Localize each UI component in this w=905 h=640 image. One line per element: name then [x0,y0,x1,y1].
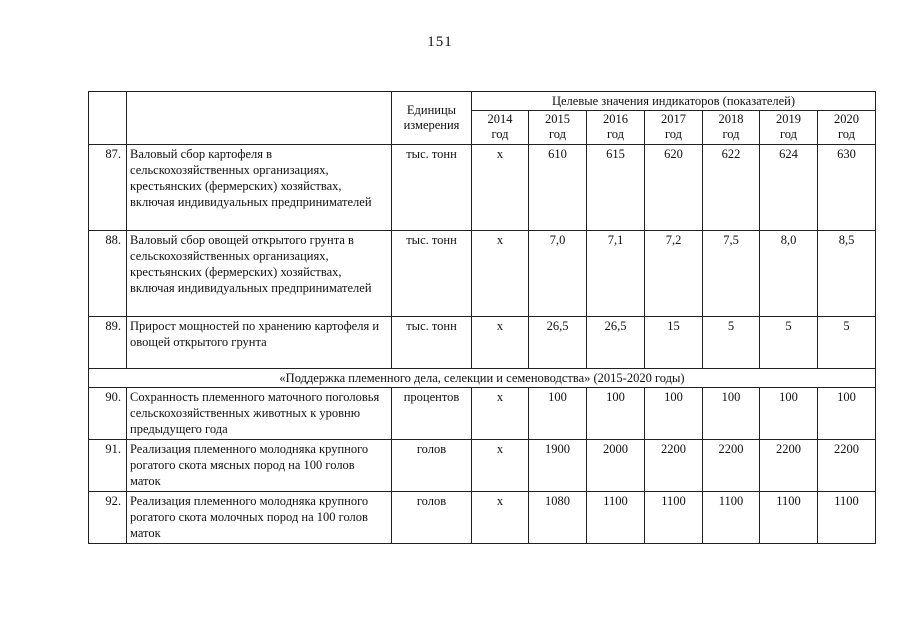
row-number: 92. [89,492,127,544]
indicators-table [88,91,876,544]
value-cell: 5 [818,317,876,369]
value-cell: 100 [587,388,645,440]
value-cell: 2200 [818,440,876,492]
value-cell: 2200 [760,440,818,492]
header-num-cell [89,92,127,145]
value-cell: 622 [703,145,760,231]
value-cell: 1100 [587,492,645,544]
value-cell: 1900 [529,440,587,492]
value-cell: 615 [587,145,645,231]
row-number: 88. [89,231,127,317]
indicator-name: Прирост мощностей по хранению картофеля и овощей открытого грунта [127,317,392,369]
header-year-2015: 2015 год [529,111,587,145]
unit-cell: тыс. тонн [392,145,472,231]
value-cell: 1100 [703,492,760,544]
indicator-name: Валовый сбор овощей открытого грунта в сельскохозяйственных организациях, крестьянских (фермерских) хозяйствах, включая индивидуальных предпринимателей [127,231,392,317]
table-row [89,231,876,317]
value-cell: 15 [645,317,703,369]
value-cell: 100 [645,388,703,440]
value-cell: х [472,440,529,492]
header-year-2018: 2018 год [703,111,760,145]
row-number: 90. [89,388,127,440]
header-target-values: Целевые значения индикаторов (показателей) [472,92,876,111]
row-number: 91. [89,440,127,492]
value-cell: 8,0 [760,231,818,317]
header-year-2014: 2014 год [472,111,529,145]
value-cell: 624 [760,145,818,231]
value-cell: 5 [760,317,818,369]
unit-cell: голов [392,440,472,492]
unit-cell: тыс. тонн [392,231,472,317]
value-cell: 630 [818,145,876,231]
value-cell: 100 [760,388,818,440]
value-cell: 7,1 [587,231,645,317]
value-cell: 100 [818,388,876,440]
table-row [89,388,876,440]
unit-cell: голов [392,492,472,544]
table-row [89,317,876,369]
value-cell: 7,0 [529,231,587,317]
value-cell: 5 [703,317,760,369]
table-row [89,440,876,492]
header-units: Единицы измерения [392,92,472,145]
header-year-2019: 2019 год [760,111,818,145]
indicator-name: Реализация племенного молодняка крупного рогатого скота мясных пород на 100 голов маток [127,440,392,492]
value-cell: 100 [529,388,587,440]
table-row [89,492,876,544]
indicator-name: Реализация племенного молодняка крупного рогатого скота молочных пород на 100 голов маток [127,492,392,544]
row-number: 89. [89,317,127,369]
value-cell: х [472,492,529,544]
unit-cell: процентов [392,388,472,440]
value-cell: 8,5 [818,231,876,317]
value-cell: 1080 [529,492,587,544]
value-cell: 7,2 [645,231,703,317]
value-cell: 2200 [703,440,760,492]
value-cell: 26,5 [529,317,587,369]
value-cell: х [472,231,529,317]
value-cell: 620 [645,145,703,231]
value-cell: 26,5 [587,317,645,369]
value-cell: х [472,388,529,440]
header-year-2020: 2020 год [818,111,876,145]
value-cell: 1100 [760,492,818,544]
value-cell: 100 [703,388,760,440]
value-cell: 1100 [645,492,703,544]
unit-cell: тыс. тонн [392,317,472,369]
header-year-2016: 2016 год [587,111,645,145]
value-cell: 2000 [587,440,645,492]
row-number: 87. [89,145,127,231]
indicator-name: Валовый сбор картофеля в сельскохозяйственных организациях, крестьянских (фермерских) хозяйствах, включая индивидуальных предпринимателей [127,145,392,231]
page-number: 151 [427,34,453,50]
section-heading: «Поддержка племенного дела, селекции и семеноводства» (2015-2020 годы) [89,369,876,388]
header-name-cell [127,92,392,145]
value-cell: 7,5 [703,231,760,317]
value-cell: 1100 [818,492,876,544]
value-cell: х [472,317,529,369]
header-year-2017: 2017 год [645,111,703,145]
table-row [89,145,876,231]
value-cell: 2200 [645,440,703,492]
indicator-name: Сохранность племенного маточного поголовья сельскохозяйственных животных к уровню предыдущего года [127,388,392,440]
value-cell: х [472,145,529,231]
value-cell: 610 [529,145,587,231]
